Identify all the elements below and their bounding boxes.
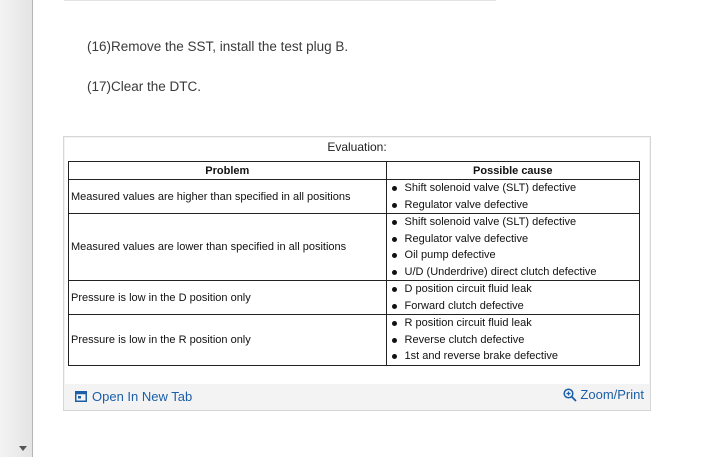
table-row: [69, 315, 640, 366]
cause-cell: [386, 315, 639, 366]
cause-cell: [386, 281, 639, 315]
problem-cell: Measured values are higher than specified in all positions: [69, 180, 387, 214]
cause-cell: [386, 180, 639, 214]
left-scroll-rail[interactable]: [0, 0, 33, 457]
step-17-text: (17)Clear the DTC.: [87, 79, 202, 94]
top-divider: [64, 0, 496, 1]
cause-item: Forward clutch defective: [389, 298, 637, 315]
evaluation-image: [65, 138, 649, 384]
cause-item: D position circuit fluid leak: [389, 281, 637, 298]
cause-item: R position circuit fluid leak: [389, 315, 637, 332]
zoom-print-link[interactable]: [563, 387, 644, 402]
cause-item: 1st and reverse brake defective: [389, 348, 637, 365]
cause-item: Oil pump defective: [389, 247, 637, 264]
cause-header: Possible cause: [386, 162, 639, 180]
scroll-down-arrow-icon[interactable]: [19, 446, 27, 451]
cause-item: U/D (Underdrive) direct clutch defective: [389, 264, 637, 281]
table-row: [69, 214, 640, 281]
open-in-new-tab-link[interactable]: [75, 389, 192, 404]
evaluation-table: [68, 161, 640, 366]
table-row: [69, 281, 640, 315]
zoom-in-icon: [563, 388, 577, 402]
problem-cell: Measured values are lower than specified in all positions: [69, 214, 387, 281]
open-in-new-tab-label: Open In New Tab: [92, 389, 193, 404]
table-header-row: [69, 162, 640, 180]
open-tab-icon: [75, 391, 87, 402]
evaluation-title: Evaluation:: [327, 140, 387, 154]
cause-item: Regulator valve defective: [389, 197, 637, 214]
cause-cell: [386, 214, 639, 281]
table-row: [69, 180, 640, 214]
zoom-print-label: Zoom/Print: [580, 387, 644, 402]
cause-item: Regulator valve defective: [389, 231, 637, 248]
problem-header: Problem: [69, 162, 387, 180]
problem-cell: Pressure is low in the D position only: [69, 281, 387, 315]
step-16-text: (16)Remove the SST, install the test plug B.: [87, 39, 349, 54]
evaluation-figure: [63, 136, 651, 411]
cause-item: Shift solenoid valve (SLT) defective: [389, 180, 637, 197]
cause-item: Reverse clutch defective: [389, 332, 637, 349]
problem-cell: Pressure is low in the R position only: [69, 315, 387, 366]
cause-item: Shift solenoid valve (SLT) defective: [389, 214, 637, 231]
